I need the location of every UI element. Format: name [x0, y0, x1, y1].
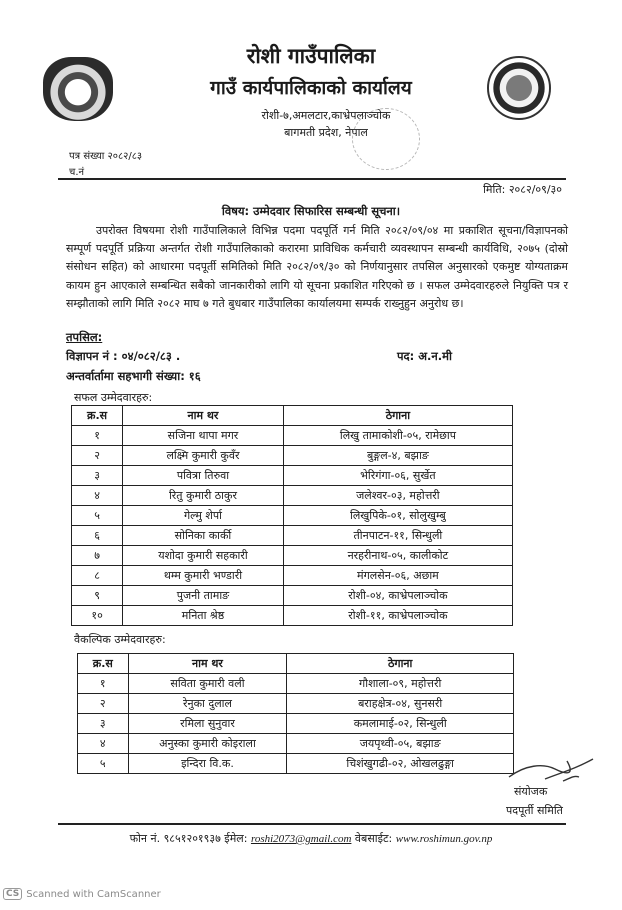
participant-count: अन्तर्वार्तामा सहभागी संख्या: १६	[66, 369, 201, 383]
cell-address: रोशी-११, काभ्रेपलाञ्चोक	[283, 606, 512, 626]
dispatch-number: च.नं	[69, 167, 85, 178]
address-line-1: रोशी-७,अमलटार,काभ्रेपलाञ्चोक	[261, 109, 391, 122]
org-name: रोशी गाउँपालिका	[246, 43, 376, 68]
notice-body: उपरोक्त विषयमा रोशी गाउँपालिकाले विभिन्न पदमा पदपूर्ति गर्न मिति २०८२/०९/०४ मा प्रकाशित सूचना/विज्ञापनको सम्पूर्ण पदपूर्ति प्रक्रिया अन्तर्गत रोशी गाउँपालिकाको करारमा प्राविधिक कर्मचारी व्यवस्थापन सम्बन्धी कार्यविधि, २०७५ (दोस्रो संसोधन सहित) को आधारमा पदपूर्ती समितिको मिति २०८२/०९/३० को निर्णयानुसार तपसिल अनुसारको एकमुष्ट योग्यताक्रम कायम हुन आएकाले सम्बन्धित सबैको जानकारीको लागि यो सूचना प्रकाशित गरिएको छ । सफल उम्मेदवारहरुले नियुक्ति पत्र र सम्झौताको लागि मिति २०८२ माघ ७ गते बुधबार गाउँपालिका कार्यालयमा सम्पर्क राख्नुहुन अनुरोध छ।	[66, 224, 568, 310]
signatory-committee: पदपूर्ती समिति	[506, 804, 563, 817]
phone-number: फोन नं. ९८५१२०१९३७	[129, 832, 221, 845]
cell-name: थम्म कुमारी भण्डारी	[123, 566, 284, 586]
table-row	[78, 694, 514, 714]
table-header-row	[72, 406, 513, 426]
cell-name: गेल्मु शेर्पा	[123, 506, 284, 526]
subject-line: विषय: उम्मेदवार सिफारिस सम्बन्धी सूचना।	[221, 204, 401, 218]
alternate-caption: वैकल्पिक उम्मेदवारहरु:	[74, 633, 166, 646]
column-header-address: ठेगाना	[283, 406, 512, 426]
table-row	[72, 566, 513, 586]
cell-name: यशोदा कुमारी सहकारी	[123, 546, 284, 566]
cell-name: सजिना थापा मगर	[123, 426, 284, 446]
cell-sn: ९	[72, 586, 123, 606]
cell-sn: ४	[78, 734, 129, 754]
office-name: गाउँ कार्यपालिकाको कार्यालय	[210, 77, 412, 99]
cell-name: सोनिका कार्की	[123, 526, 284, 546]
cell-sn: ४	[72, 486, 123, 506]
cell-name: सविता कुमारी वली	[128, 674, 287, 694]
table-row	[72, 446, 513, 466]
cell-sn: ५	[78, 754, 129, 774]
table-row	[72, 546, 513, 566]
cell-name: रेनुका दुलाल	[128, 694, 287, 714]
table-row	[72, 526, 513, 546]
letter-date: मिति: २०८२/०९/३०	[483, 183, 562, 196]
camscanner-text: Scanned with CamScanner	[26, 888, 161, 900]
contact-footer	[0, 831, 622, 846]
column-header-sn: क्र.स	[72, 406, 123, 426]
roshi-municipality-logo	[487, 56, 551, 120]
table-row	[72, 486, 513, 506]
cell-sn: ७	[72, 546, 123, 566]
cell-name: मनिता श्रेष्ठ	[123, 606, 284, 626]
camscanner-icon: CS	[3, 888, 22, 900]
cell-sn: २	[78, 694, 129, 714]
column-header-name: नाम थर	[123, 406, 284, 426]
cell-sn: ५	[72, 506, 123, 526]
cell-address: रोशी-०४, काभ्रेपलाञ्चोक	[283, 586, 512, 606]
cell-sn: २	[72, 446, 123, 466]
details-heading: तपसिल:	[66, 330, 103, 344]
cell-name: इन्दिरा वि.क.	[128, 754, 287, 774]
column-header-name: नाम थर	[128, 654, 287, 674]
alternate-candidates-table	[77, 653, 514, 774]
cell-address: भेरिगंगा-०६, सुर्खेत	[283, 466, 512, 486]
cell-sn: १	[72, 426, 123, 446]
post-title: पद: अ.न.मी	[397, 349, 453, 363]
header-divider	[58, 178, 566, 180]
cell-address: जयपृथ्वी-०५, बझाङ	[287, 734, 514, 754]
successful-candidates-table	[71, 405, 513, 626]
cell-sn: १	[78, 674, 129, 694]
table-row	[78, 734, 514, 754]
website-link[interactable]: www.roshimun.gov.np	[395, 833, 493, 845]
cell-sn: ३	[72, 466, 123, 486]
cell-address: चिशंखुगढी-०२, ओखलढुङ्गा	[287, 754, 514, 774]
table-header-row	[78, 654, 514, 674]
cell-name: पुजनी तामाङ	[123, 586, 284, 606]
successful-caption: सफल उम्मेदवारहरु:	[74, 391, 153, 404]
cell-name: अनुस्का कुमारी कोइराला	[128, 734, 287, 754]
table-row	[72, 466, 513, 486]
cell-sn: ८	[72, 566, 123, 586]
cell-sn: ६	[72, 526, 123, 546]
cell-name: रमिला सुनुवार	[128, 714, 287, 734]
signature-scribble-icon	[505, 755, 597, 785]
cell-address: लिखुपिके-०१, सोलुखुम्बु	[283, 506, 512, 526]
cell-address: बुङ्गल-४, बझाङ	[283, 446, 512, 466]
column-header-address: ठेगाना	[287, 654, 514, 674]
cell-address: लिखु तामाकोशी-०५, रामेछाप	[283, 426, 512, 446]
footer-divider	[58, 823, 566, 825]
table-row	[72, 506, 513, 526]
table-row	[72, 606, 513, 626]
cell-address: नरहरीनाथ-०५, कालीकोट	[283, 546, 512, 566]
cell-name: लक्ष्मि कुमारी कुवँर	[123, 446, 284, 466]
cell-address: मंगलसेन-०६, अछाम	[283, 566, 512, 586]
cell-address: बराहक्षेत्र-०४, सुनसरी	[287, 694, 514, 714]
cell-sn: १०	[72, 606, 123, 626]
advertisement-number: विज्ञापन नं : ०४/०८२/८३ .	[66, 349, 181, 363]
table-row	[78, 674, 514, 694]
cell-name: पवित्रा तिरुवा	[123, 466, 284, 486]
letter-number: पत्र संख्या २०८२/८३	[69, 151, 143, 162]
cell-address: कमलामाई-०२, सिन्धुली	[287, 714, 514, 734]
signatory-role: संयोजक	[514, 785, 548, 798]
column-header-sn: क्र.स	[78, 654, 129, 674]
table-row	[72, 426, 513, 446]
email-label: ईमेल:	[224, 832, 248, 845]
table-row	[78, 754, 514, 774]
cell-address: तीनपाटन-११, सिन्धुली	[283, 526, 512, 546]
cell-name: रितु कुमारी ठाकुर	[123, 486, 284, 506]
website-label: वेबसाईट:	[354, 832, 393, 845]
table-row	[78, 714, 514, 734]
table-row	[72, 586, 513, 606]
email-link[interactable]: roshi2073@gmail.com	[250, 833, 352, 845]
cell-sn: ३	[78, 714, 129, 734]
camscanner-watermark	[3, 888, 161, 900]
cell-address: जलेश्वर-०३, महोत्तरी	[283, 486, 512, 506]
address-line-2: बागमती प्रदेश, नेपाल	[284, 126, 368, 139]
office-seal-stamp	[352, 108, 420, 170]
cell-address: गौशाला-०९, महोत्तरी	[287, 674, 514, 694]
